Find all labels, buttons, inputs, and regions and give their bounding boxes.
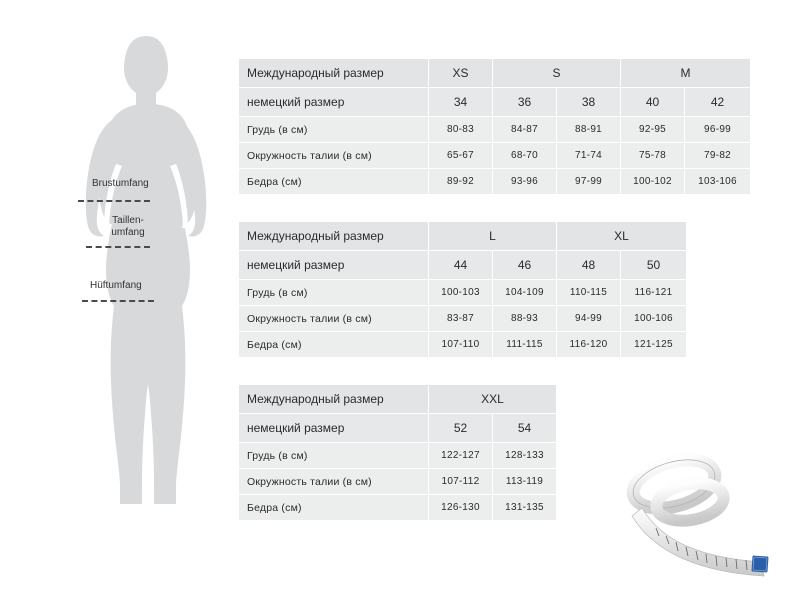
measure-value: 116-120 [557, 332, 621, 358]
table-row [239, 443, 557, 469]
measure-value: 71-74 [557, 143, 621, 169]
german-size-value: 50 [621, 251, 687, 280]
table-row [239, 414, 557, 443]
measure-value: 100-106 [621, 306, 687, 332]
measure-value: 83-87 [429, 306, 493, 332]
measure-value: 96-99 [685, 117, 751, 143]
measure-value: 113-119 [493, 469, 557, 495]
measure-value: 84-87 [493, 117, 557, 143]
measure-value: 131-135 [493, 495, 557, 521]
table-row [239, 251, 687, 280]
measure-label-bust: Грудь (в см) [239, 280, 429, 306]
measure-value: 107-110 [429, 332, 493, 358]
table-row [239, 143, 751, 169]
table-row [239, 332, 687, 358]
measure-value: 75-78 [621, 143, 685, 169]
measure-label-hip: Бедра (см) [239, 332, 429, 358]
german-size-value: 52 [429, 414, 493, 443]
intl-size-xl: XL [557, 222, 687, 251]
waist-label [97, 215, 159, 239]
body-figure [60, 30, 240, 550]
size-table-xxl [238, 384, 557, 521]
table-row [239, 469, 557, 495]
measure-value: 116-121 [621, 280, 687, 306]
table-row [239, 222, 687, 251]
size-table-l-xl [238, 221, 687, 358]
tape-measure-image [612, 450, 782, 580]
table-row [239, 88, 751, 117]
size-table-xs-s-m [238, 58, 751, 195]
german-size-value: 38 [557, 88, 621, 117]
measure-value: 68-70 [493, 143, 557, 169]
measure-value: 97-99 [557, 169, 621, 195]
measure-value: 93-96 [493, 169, 557, 195]
german-size-value: 46 [493, 251, 557, 280]
german-size-label: немецкий размер [239, 88, 429, 117]
measure-value: 100-102 [621, 169, 685, 195]
measure-value: 88-91 [557, 117, 621, 143]
measure-value: 79-82 [685, 143, 751, 169]
measure-value: 121-125 [621, 332, 687, 358]
german-size-value: 54 [493, 414, 557, 443]
intl-size-xxl: XXL [429, 385, 557, 414]
table-row [239, 385, 557, 414]
table-row [239, 495, 557, 521]
measure-value: 110-115 [557, 280, 621, 306]
measure-value: 100-103 [429, 280, 493, 306]
measure-label-bust: Грудь (в см) [239, 443, 429, 469]
intl-size-s: S [493, 59, 621, 88]
measure-value: 104-109 [493, 280, 557, 306]
waist-label-line1: Taillen- [112, 215, 144, 226]
table-row [239, 117, 751, 143]
measure-label-hip: Бедра (см) [239, 495, 429, 521]
measure-value: 89-92 [429, 169, 493, 195]
german-size-label: немецкий размер [239, 414, 429, 443]
intl-size-m: M [621, 59, 751, 88]
measure-label-waist: Окружность талии (в см) [239, 143, 429, 169]
measure-value: 94-99 [557, 306, 621, 332]
measure-value: 128-133 [493, 443, 557, 469]
intl-size-label: Международный размер [239, 222, 429, 251]
measure-value: 103-106 [685, 169, 751, 195]
tape-measure-icon [612, 450, 782, 580]
table-row [239, 280, 687, 306]
measure-label-waist: Окружность талии (в см) [239, 306, 429, 332]
measure-value: 126-130 [429, 495, 493, 521]
german-size-label: немецкий размер [239, 251, 429, 280]
german-size-value: 36 [493, 88, 557, 117]
measure-value: 111-115 [493, 332, 557, 358]
measure-value: 107-112 [429, 469, 493, 495]
german-size-value: 34 [429, 88, 493, 117]
hip-dash-line [82, 300, 154, 302]
german-size-value: 42 [685, 88, 751, 117]
measure-value: 92-95 [621, 117, 685, 143]
measure-value: 88-93 [493, 306, 557, 332]
hip-label: Hüftumfang [90, 280, 142, 291]
table-row [239, 169, 751, 195]
waist-label-line2: umfang [111, 227, 145, 238]
intl-size-xs: XS [429, 59, 493, 88]
female-silhouette-icon [60, 30, 240, 550]
intl-size-label: Международный размер [239, 59, 429, 88]
intl-size-l: L [429, 222, 557, 251]
measure-value: 65-67 [429, 143, 493, 169]
german-size-value: 44 [429, 251, 493, 280]
german-size-value: 40 [621, 88, 685, 117]
waist-dash-line [86, 246, 150, 248]
bust-label: Brustumfang [92, 178, 149, 189]
measure-label-bust: Грудь (в см) [239, 117, 429, 143]
table-row [239, 59, 751, 88]
intl-size-label: Международный размер [239, 385, 429, 414]
german-size-value: 48 [557, 251, 621, 280]
table-row [239, 306, 687, 332]
bust-dash-line [78, 200, 150, 202]
measure-label-hip: Бедра (см) [239, 169, 429, 195]
measure-value: 80-83 [429, 117, 493, 143]
measure-label-waist: Окружность талии (в см) [239, 469, 429, 495]
measure-value: 122-127 [429, 443, 493, 469]
